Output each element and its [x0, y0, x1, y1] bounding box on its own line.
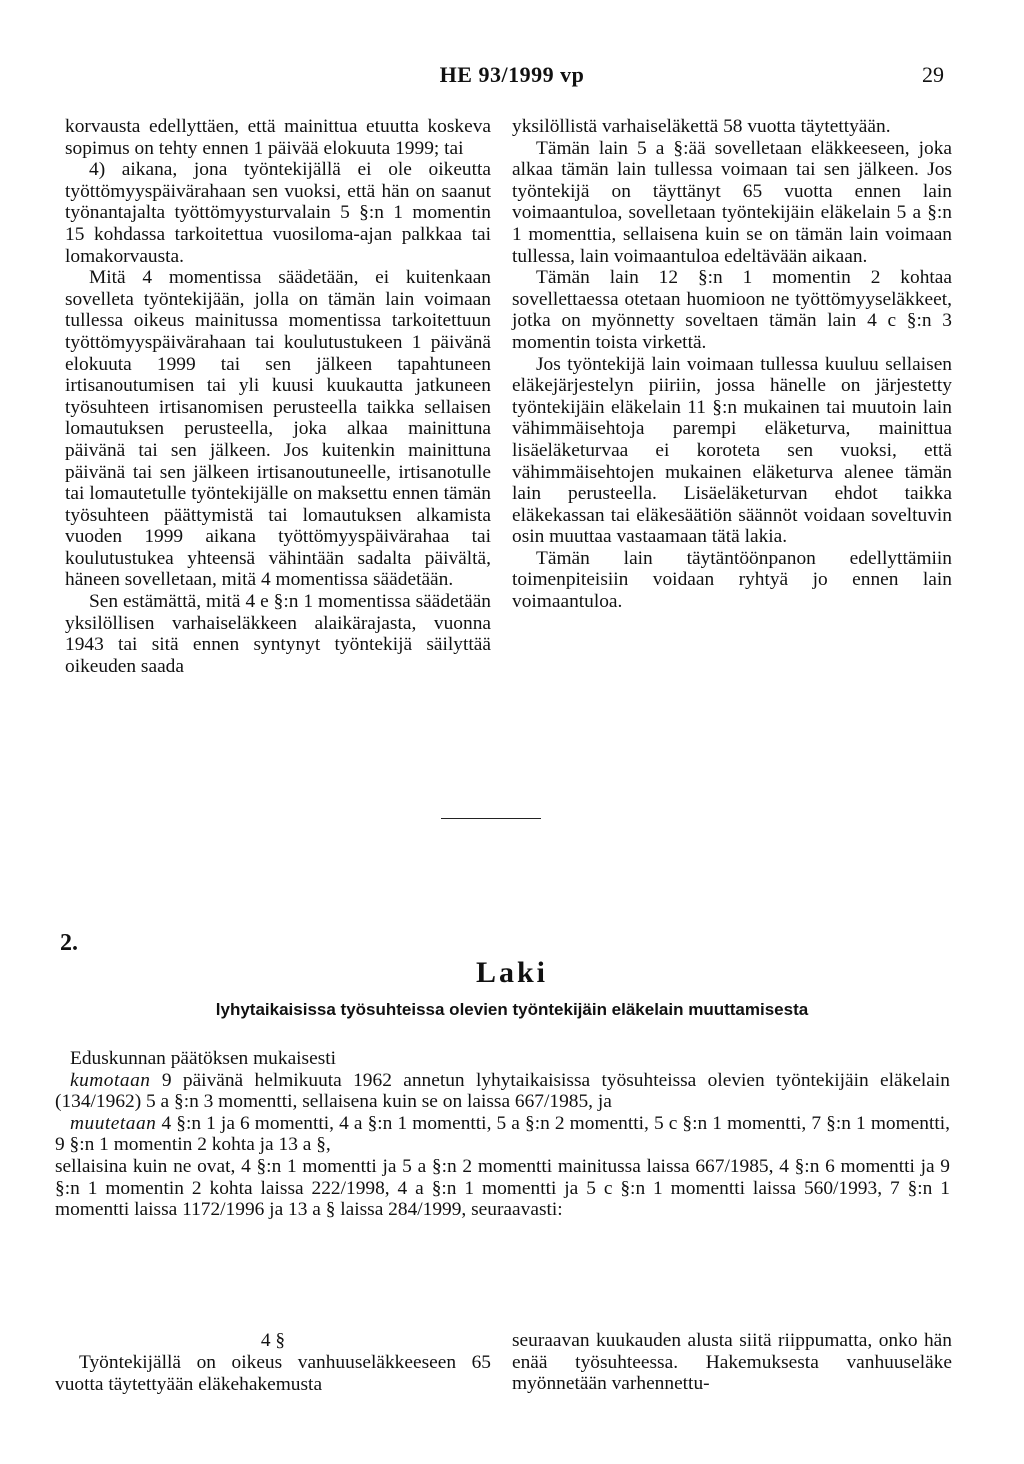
paragraph: Jos työntekijä lain voimaan tullessa kuuluu sellaisen eläkejärjestelyn piiriin, jossa hänelle on järjestetty työntekijäin eläkelain 11 §:n mukainen tai muutoin lain vähimmäisehtoja parempi eläketurva, mainittua lisäeläketurvaa ei koroteta sen vuoksi, että vähimmäisehtojen mukainen eläketurva alenee tämän lain perusteella. Lisäeläketurvan ehdot taikka eläkekassan tai eläkesäätiön säännöt voidaan soveltuvin osin muuttaa vastaamaan tätä lakia.: [512, 353, 952, 548]
page-header: [0, 62, 1024, 92]
enacting-clause: Eduskunnan päätöksen mukaisesti: [70, 1048, 337, 1069]
right-column-bottom: [512, 1330, 952, 1395]
page-number: 29: [922, 62, 944, 87]
paragraph: Sen estämättä, mitä 4 e §:n 1 momentissa säädetään yksilöllisen varhaiseläkkeen alaikärajasta, vuonna 1943 tai sitä ennen syntynyt työntekijä säilyttää oikeuden saada: [65, 591, 491, 677]
keyword-muutetaan: muutetaan: [70, 1112, 157, 1134]
paragraph: korvausta edellyttäen, että mainittua etuutta koskeva sopimus on tehty ennen 1 päivää elokuuta 1999; tai: [65, 116, 491, 159]
paragraph: yksilöllistä varhaiseläkettä 58 vuotta täytettyään.: [512, 116, 891, 137]
amend-details: sellaisina kuin ne ovat, 4 §:n 1 momentti ja 5 a §:n 2 momentti mainitussa laissa 667/1985, 4 §:n 6 momentti ja 9 §:n 1 momentin 2 kohta laissa 222/1998, 4 a §:n 1 momentti ja 5 c §:n 1 momentti laissa 560/1993, 7 §:n 1 momentti laissa 1172/1996 ja 13 a § laissa 284/1999, seuraavasti:: [55, 1155, 950, 1221]
law-subtitle: lyhytaikaisissa työsuhteissa olevien työntekijäin eläkelain muuttamisesta: [215, 1000, 809, 1019]
amend-clause: [55, 1113, 950, 1156]
section-heading: 4 §: [260, 1330, 286, 1351]
paragraph: seuraavan kuukauden alusta siitä riippumatta, onko hän enää työsuhteessa. Hakemuksesta vanhuuseläke myönnetään varhennettu-: [512, 1330, 952, 1395]
document-reference: HE 93/1999 vp: [439, 62, 585, 87]
repeal-clause: [55, 1070, 950, 1113]
paragraph: Tämän lain 5 a §:ää sovelletaan eläkkeeseen, joka alkaa tämän lain tullessa voimaan tai sen jälkeen. Jos työntekijä on täyttänyt 65 vuotta ennen lain voimaantuloa, sovelletaan työntekijäin eläkelain 5 a §:n 1 momenttia, sellaisena kuin se on tämän lain voimaan tullessa, lain voimaantuloa edeltävään aikaan.: [512, 137, 952, 267]
right-column-top: [512, 116, 952, 613]
law-number: 2.: [60, 930, 78, 956]
law-preamble: [55, 1048, 950, 1221]
paragraph: 4) aikana, jona työntekijällä ei ole oikeutta työttömyyspäivärahaan sen vuoksi, että hän on saanut työnantajalta työttömyysturvalain 5 §:n 1 momentin 15 kohdassa tarkoitettua vuosiloma-ajan palkkaa tai lomakorvausta.: [65, 159, 491, 267]
paragraph: Työntekijällä on oikeus vanhuuseläkkeeseen 65 vuotta täytettyään eläkehakemusta: [55, 1352, 491, 1395]
amend-text: 4 §:n 1 ja 6 momentti, 4 a §:n 1 momentti, 5 a §:n 2 momentti, 5 c §:n 1 momentti, 7 §:n 1 momentti, 9 §:n 1 momentin 2 kohta ja 13 a §,: [55, 1112, 950, 1156]
left-column-bottom: [55, 1352, 491, 1395]
paragraph: Tämän lain 12 §:n 1 momentin 2 kohtaa sovellettaessa otetaan huomioon ne työttömyyseläkkeet, jotka on myönnetty soveltaen tämän lain 4 c §:n 3 momentin toista virkettä.: [512, 267, 952, 353]
left-column-top: [65, 116, 491, 677]
keyword-kumotaan: kumotaan: [70, 1069, 151, 1091]
repeal-text: 9 päivänä helmikuuta 1962 annetun lyhytaikaisissa työsuhteissa olevien työntekijäin eläkelain (134/1962) 5 a §:n 3 momentti, sellaisena kuin se on laissa 667/1985, ja: [55, 1069, 950, 1113]
paragraph: Tämän lain täytäntöönpanon edellyttämiin toimenpiteisiin voidaan ryhtyä jo ennen lain voimaantuloa.: [512, 547, 952, 613]
law-title: Laki: [475, 956, 549, 989]
section-divider: [441, 818, 541, 819]
paragraph: Mitä 4 momentissa säädetään, ei kuitenkaan sovelleta työntekijään, jolla on tämän lain voimaan tullessa oikeus mainitussa momentissa tarkoitettuun työttömyyspäivärahaan tai koulutustukeen 1 päivänä elokuuta 1999 tai sen jälkeen tapahtuneen irtisanoutumisen tai yli kuusi kuukautta jatkuneen työsuhteen irtisanomisen perusteella taikka sellaisen lomautuksen perusteella, joka alkaa mainittuna päivänä tai sen jälkeen. Jos kuitenkin mainittuna päivänä tai sen jälkeen irtisanoutuneelle, irtisanotulle tai lomautetulle työntekijälle on maksettu ennen tämän työsuhteen päättymistä tai lomautuksen alkamista vuoden 1999 aikana työttömyyspäivärahaa tai koulutustukea yhteensä vähintään sadalta päivältä, häneen sovelletaan, mitä 4 momentissa säädetään.: [65, 267, 491, 591]
